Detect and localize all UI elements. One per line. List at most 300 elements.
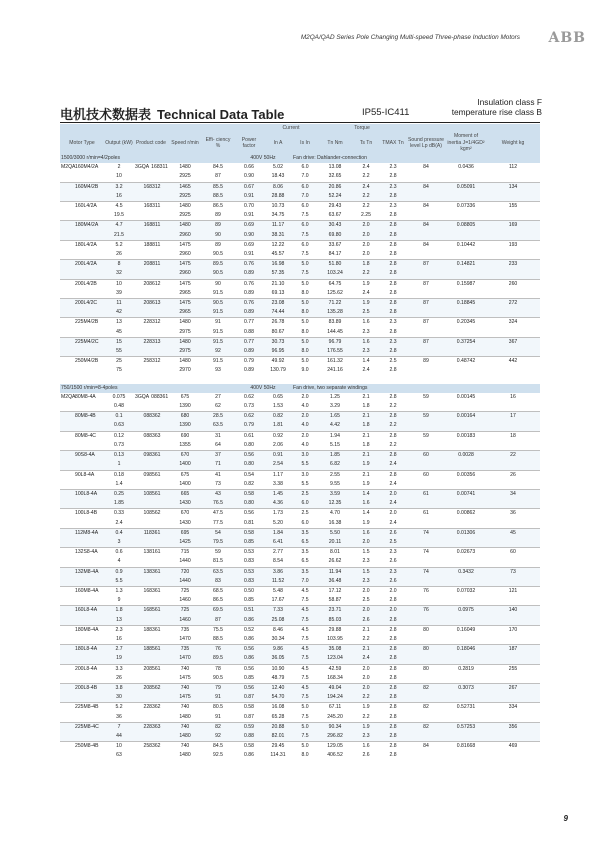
speed: 2960	[168, 250, 202, 260]
current-in: 48.79	[264, 674, 292, 684]
motor-type-cell	[60, 289, 104, 299]
product-code-cell	[134, 441, 168, 451]
sound-level	[406, 289, 446, 299]
tmax-tn-ratio: 2.6	[380, 528, 406, 538]
insulation-line-2: temperature rise class B	[451, 107, 542, 117]
motor-type-cell	[60, 308, 104, 318]
sound-level: 87	[406, 279, 446, 289]
ts-tn-ratio: 2.0	[352, 664, 380, 674]
product-code-cell	[134, 654, 168, 664]
inertia: 0.05091	[446, 182, 486, 192]
efficiency: 63.5	[202, 421, 234, 431]
weight	[486, 674, 540, 684]
speed: 725	[168, 606, 202, 616]
efficiency: 80.5	[202, 703, 234, 713]
is-in-ratio: 6.0	[292, 519, 318, 529]
motor-type-cell	[60, 337, 104, 347]
spacer-cell	[60, 376, 540, 384]
torque-tn: 135.28	[318, 308, 352, 318]
tmax-tn-ratio: 2.8	[380, 328, 406, 338]
torque-tn: 176.55	[318, 347, 352, 357]
output-kw: 10	[104, 742, 134, 752]
torque-tn: 3.29	[318, 402, 352, 412]
speed: 2975	[168, 347, 202, 357]
speed: 1480	[168, 202, 202, 212]
hdr-is-in: Is In	[292, 132, 318, 154]
table-row	[60, 460, 540, 470]
power-factor: 0.89	[234, 308, 264, 318]
hdr-efficiency: Effi- ciency %	[202, 132, 234, 154]
tmax-tn-ratio: 2.8	[380, 742, 406, 752]
weight: 45	[486, 528, 540, 538]
output-kw: 5.2	[104, 240, 134, 250]
motor-type-cell	[60, 586, 104, 596]
sound-level	[406, 557, 446, 567]
speed: 2960	[168, 269, 202, 279]
sound-level	[406, 211, 446, 221]
motor-type-cell	[60, 742, 104, 752]
motor-type-cell	[60, 357, 104, 367]
table-row	[60, 431, 540, 441]
output-kw: 2.3	[104, 625, 134, 635]
power-factor: 0.91	[234, 192, 264, 202]
efficiency: 78	[202, 664, 234, 674]
efficiency: 75.5	[202, 625, 234, 635]
output-kw: 16	[104, 635, 134, 645]
is-in-ratio: 7.5	[292, 635, 318, 645]
is-in-ratio: 8.0	[292, 308, 318, 318]
is-in-ratio: 3.5	[292, 548, 318, 558]
power-factor: 0.82	[234, 480, 264, 490]
torque-tn: 168.34	[318, 674, 352, 684]
current-in: 130.79	[264, 366, 292, 375]
output-kw: 0.6	[104, 548, 134, 558]
product-code: 168561	[143, 607, 161, 614]
output-kw: 0.12	[104, 431, 134, 441]
tmax-tn-ratio: 2.8	[380, 703, 406, 713]
inertia: 0.18845	[446, 299, 486, 309]
motor-type: 180L4/2A	[75, 241, 97, 248]
speed: 740	[168, 703, 202, 713]
efficiency: 83	[202, 577, 234, 587]
table-row	[60, 221, 540, 231]
product-code-cell	[134, 393, 168, 402]
weight	[486, 211, 540, 221]
tmax-tn-ratio: 2.8	[380, 412, 406, 422]
inertia: 0.00741	[446, 489, 486, 499]
tmax-tn-ratio: 2.8	[380, 211, 406, 221]
output-kw: 0.73	[104, 441, 134, 451]
product-code-cell	[134, 557, 168, 567]
ts-tn-ratio: 2.4	[352, 182, 380, 192]
motor-type-cell	[60, 347, 104, 357]
product-code: 168312	[143, 183, 161, 190]
product-code: 118361	[143, 529, 161, 536]
ts-tn-ratio: 2.2	[352, 192, 380, 202]
torque-tn: 23.71	[318, 606, 352, 616]
output-kw: 39	[104, 289, 134, 299]
product-code: 208613	[143, 300, 161, 307]
motor-type: 225M8-4B	[75, 704, 99, 711]
tmax-tn-ratio: 2.8	[380, 250, 406, 260]
speed: 2975	[168, 328, 202, 338]
motor-type-cell	[60, 489, 104, 499]
weight	[486, 231, 540, 241]
table-row	[60, 328, 540, 338]
motor-type: 180L8-4A	[75, 646, 98, 653]
table-row	[60, 703, 540, 713]
efficiency: 93	[202, 366, 234, 375]
weight	[486, 421, 540, 431]
current-in: 45.57	[264, 250, 292, 260]
sound-level: 76	[406, 586, 446, 596]
speed: 1460	[168, 616, 202, 626]
tmax-tn-ratio: 2.8	[380, 192, 406, 202]
tmax-tn-ratio: 2.8	[380, 470, 406, 480]
tmax-tn-ratio: 2.8	[380, 451, 406, 461]
table-row	[60, 421, 540, 431]
product-code-cell	[134, 722, 168, 732]
weight	[486, 172, 540, 182]
is-in-ratio: 3.0	[292, 470, 318, 480]
motor-type-cell	[60, 538, 104, 548]
output-kw: 11	[104, 299, 134, 309]
table-row	[60, 240, 540, 250]
is-in-ratio: 6.5	[292, 557, 318, 567]
efficiency: 90.5	[202, 269, 234, 279]
tmax-tn-ratio: 2.3	[380, 337, 406, 347]
motor-type-cell	[60, 693, 104, 703]
is-in-ratio: 8.0	[292, 328, 318, 338]
motor-type-cell	[60, 260, 104, 270]
table-row	[60, 299, 540, 309]
power-factor: 0.89	[234, 269, 264, 279]
torque-tn: 20.11	[318, 538, 352, 548]
speed: 740	[168, 664, 202, 674]
speed: 2960	[168, 231, 202, 241]
speed: 695	[168, 528, 202, 538]
motor-type-cell	[60, 577, 104, 587]
current-in: 17.67	[264, 596, 292, 606]
weight	[486, 402, 540, 412]
table-row	[60, 654, 540, 664]
section-gap	[202, 154, 234, 163]
ts-tn-ratio: 1.5	[352, 548, 380, 558]
inertia	[446, 577, 486, 587]
product-code: 258312	[143, 358, 161, 365]
is-in-ratio: 3.5	[292, 567, 318, 577]
inertia	[446, 480, 486, 490]
product-code-cell	[134, 509, 168, 519]
torque-tn: 1.94	[318, 431, 352, 441]
product-code-cell	[134, 683, 168, 693]
series-prefix: M2QA	[61, 393, 76, 400]
section-spacer	[60, 376, 540, 384]
table-row	[60, 625, 540, 635]
motor-type-cell	[60, 402, 104, 412]
motor-type-cell	[60, 713, 104, 723]
power-factor: 0.85	[234, 596, 264, 606]
product-code-cell	[134, 664, 168, 674]
output-kw: 3.2	[104, 182, 134, 192]
motor-type-cell	[60, 172, 104, 182]
sound-level: 84	[406, 221, 446, 231]
ts-tn-ratio: 2.0	[352, 221, 380, 231]
current-in: 11.17	[264, 221, 292, 231]
ts-tn-ratio: 2.3	[352, 557, 380, 567]
is-in-ratio: 7.0	[292, 172, 318, 182]
power-factor: 0.70	[234, 202, 264, 212]
inertia: 0.0028	[446, 451, 486, 461]
table-row	[60, 231, 540, 241]
table-row	[60, 480, 540, 490]
output-kw: 13	[104, 318, 134, 328]
speed: 720	[168, 567, 202, 577]
efficiency: 64	[202, 441, 234, 451]
section-header-row	[60, 384, 540, 393]
inertia	[446, 289, 486, 299]
speed: 1470	[168, 654, 202, 664]
ts-tn-ratio: 1.9	[352, 279, 380, 289]
table-row	[60, 528, 540, 538]
power-factor: 0.54	[234, 470, 264, 480]
sound-level	[406, 654, 446, 664]
ts-tn-ratio: 2.0	[352, 538, 380, 548]
sound-level	[406, 616, 446, 626]
product-code-cell	[134, 163, 168, 172]
sound-level	[406, 366, 446, 375]
product-code-cell	[134, 260, 168, 270]
torque-tn: 144.45	[318, 328, 352, 338]
motor-type: 160M4/2A	[75, 164, 99, 171]
torque-tn: 42.59	[318, 664, 352, 674]
ts-tn-ratio: 2.3	[352, 328, 380, 338]
output-kw: 16	[104, 192, 134, 202]
ts-tn-ratio: 2.6	[352, 751, 380, 760]
weight	[486, 460, 540, 470]
power-factor: 0.91	[234, 250, 264, 260]
efficiency: 63.5	[202, 567, 234, 577]
product-code-cell	[134, 211, 168, 221]
sound-level	[406, 596, 446, 606]
is-in-ratio: 5.0	[292, 357, 318, 367]
power-factor: 0.89	[234, 289, 264, 299]
current-in: 7.33	[264, 606, 292, 616]
efficiency: 92.5	[202, 751, 234, 760]
ts-tn-ratio: 2.2	[352, 202, 380, 212]
current-in: 28.88	[264, 192, 292, 202]
product-code: 228363	[143, 723, 161, 730]
product-code-cell	[134, 421, 168, 431]
weight	[486, 596, 540, 606]
inertia: 0.07336	[446, 202, 486, 212]
sound-level: 82	[406, 722, 446, 732]
power-factor: 0.88	[234, 328, 264, 338]
is-in-ratio: 4.5	[292, 664, 318, 674]
current-in: 0.91	[264, 451, 292, 461]
motor-type: 80M8-4B	[75, 413, 96, 420]
efficiency: 92	[202, 732, 234, 742]
efficiency: 43	[202, 489, 234, 499]
sound-level	[406, 308, 446, 318]
table-row	[60, 664, 540, 674]
ts-tn-ratio: 1.8	[352, 402, 380, 412]
sound-level: 80	[406, 664, 446, 674]
power-factor: 0.80	[234, 460, 264, 470]
power-factor: 0.85	[234, 538, 264, 548]
is-in-ratio: 7.5	[292, 654, 318, 664]
table-row	[60, 470, 540, 480]
output-kw: 1.4	[104, 480, 134, 490]
product-code-cell	[134, 625, 168, 635]
speed: 1470	[168, 635, 202, 645]
current-in: 5.20	[264, 519, 292, 529]
table-row	[60, 260, 540, 270]
tmax-tn-ratio: 2.4	[380, 499, 406, 509]
tmax-tn-ratio: 2.3	[380, 182, 406, 192]
output-kw: 5.5	[104, 577, 134, 587]
ts-tn-ratio: 2.5	[352, 596, 380, 606]
motor-type: 225M4/2C	[75, 338, 99, 345]
efficiency: 91.5	[202, 337, 234, 347]
inertia	[446, 231, 486, 241]
tmax-tn-ratio: 2.8	[380, 431, 406, 441]
power-factor: 0.89	[234, 347, 264, 357]
torque-tn: 129.05	[318, 742, 352, 752]
current-in: 57.35	[264, 269, 292, 279]
sound-level	[406, 751, 446, 760]
tmax-tn-ratio: 2.0	[380, 586, 406, 596]
current-in: 1.53	[264, 402, 292, 412]
product-code-cell	[134, 231, 168, 241]
motor-type-cell	[60, 606, 104, 616]
speed: 1400	[168, 460, 202, 470]
power-factor: 0.85	[234, 674, 264, 684]
current-in: 11.52	[264, 577, 292, 587]
section-header-row	[60, 154, 540, 163]
speed: 1425	[168, 538, 202, 548]
motor-type-cell	[60, 328, 104, 338]
tmax-tn-ratio: 2.8	[380, 279, 406, 289]
is-in-ratio: 5.5	[292, 480, 318, 490]
current-in: 21.10	[264, 279, 292, 289]
motor-type-cell	[60, 499, 104, 509]
torque-tn: 125.62	[318, 289, 352, 299]
motor-type: 100L8-4A	[75, 490, 98, 497]
efficiency: 79	[202, 683, 234, 693]
hdr-blank	[60, 124, 104, 132]
weight	[486, 250, 540, 260]
weight	[486, 635, 540, 645]
table-row	[60, 499, 540, 509]
inertia: 0.2819	[446, 664, 486, 674]
motor-type: 250M4/2B	[75, 358, 99, 365]
is-in-ratio: 8.0	[292, 347, 318, 357]
ts-tn-ratio: 2.4	[352, 366, 380, 375]
tmax-tn-ratio: 2.8	[380, 616, 406, 626]
ts-tn-ratio: 2.1	[352, 625, 380, 635]
hdr-ts-tn: Ts Tn	[352, 132, 380, 154]
product-code: 228313	[143, 338, 161, 345]
current-in: 18.43	[264, 172, 292, 182]
speed: 735	[168, 625, 202, 635]
power-factor: 0.52	[234, 625, 264, 635]
sound-level: 59	[406, 431, 446, 441]
product-code: 098561	[143, 471, 161, 478]
motor-type: 200L4/2C	[75, 300, 98, 307]
product-code-cell	[134, 366, 168, 375]
torque-tn: 11.94	[318, 567, 352, 577]
torque-tn: 20.86	[318, 182, 352, 192]
output-kw: 0.48	[104, 402, 134, 412]
output-kw: 10	[104, 172, 134, 182]
table-row	[60, 586, 540, 596]
ts-tn-ratio: 2.1	[352, 412, 380, 422]
power-factor: 0.80	[234, 441, 264, 451]
table-row	[60, 289, 540, 299]
current-in: 20.88	[264, 722, 292, 732]
hdr-in: In A	[264, 132, 292, 154]
speed: 690	[168, 431, 202, 441]
speed: 665	[168, 489, 202, 499]
power-factor: 0.56	[234, 645, 264, 655]
power-factor: 0.77	[234, 337, 264, 347]
ts-tn-ratio: 1.6	[352, 318, 380, 328]
efficiency: 87	[202, 616, 234, 626]
efficiency: 91	[202, 318, 234, 328]
series-header: M2QA/QAD Series Pole Changing Multi-speed Three-phase Induction Motors	[300, 34, 520, 41]
speed: 1480	[168, 713, 202, 723]
table-row	[60, 172, 540, 182]
current-in: 30.34	[264, 635, 292, 645]
torque-tn: 32.65	[318, 172, 352, 182]
tmax-tn-ratio: 2.2	[380, 421, 406, 431]
current-in: 80.67	[264, 328, 292, 338]
efficiency: 87	[202, 172, 234, 182]
product-code-cell	[134, 645, 168, 655]
product-code-cell	[134, 470, 168, 480]
product-code-cell	[134, 402, 168, 412]
tmax-tn-ratio: 2.3	[380, 202, 406, 212]
motor-type-cell	[60, 366, 104, 375]
sound-level: 76	[406, 606, 446, 616]
motor-type-cell	[60, 441, 104, 451]
speed: 1475	[168, 240, 202, 250]
torque-tn: 17.12	[318, 586, 352, 596]
motor-type-cell	[60, 616, 104, 626]
inertia	[446, 713, 486, 723]
inertia: 0.3432	[446, 567, 486, 577]
speed: 2925	[168, 192, 202, 202]
output-kw: 0.4	[104, 528, 134, 538]
table-row	[60, 635, 540, 645]
table-row	[60, 751, 540, 760]
motor-type-cell	[60, 683, 104, 693]
motor-type-cell	[60, 664, 104, 674]
torque-tn: 30.43	[318, 221, 352, 231]
ts-tn-ratio: 2.2	[352, 713, 380, 723]
torque-tn: 1.85	[318, 451, 352, 461]
torque-tn: 296.82	[318, 732, 352, 742]
output-kw: 0.9	[104, 567, 134, 577]
product-code: 108562	[143, 510, 161, 517]
speed: 2965	[168, 289, 202, 299]
inertia	[446, 693, 486, 703]
current-in: 12.40	[264, 683, 292, 693]
ts-tn-ratio: 1.4	[352, 357, 380, 367]
torque-tn: 58.87	[318, 596, 352, 606]
tmax-tn-ratio: 2.4	[380, 480, 406, 490]
